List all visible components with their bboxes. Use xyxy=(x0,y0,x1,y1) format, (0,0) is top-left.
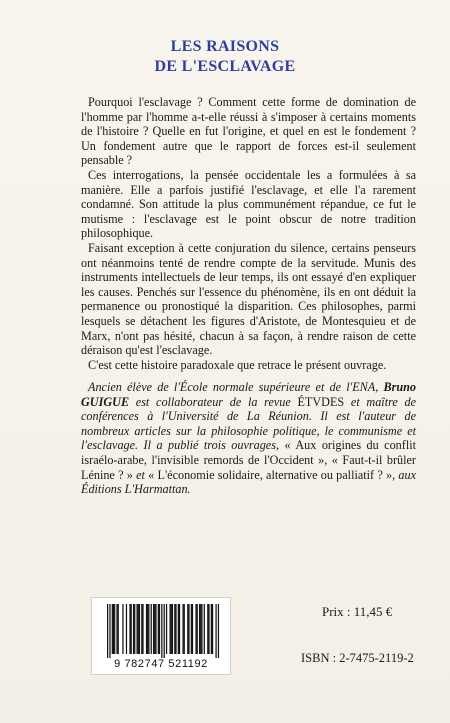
barcode-bar xyxy=(133,604,134,654)
barcode-bar xyxy=(139,604,140,654)
barcode-bar xyxy=(161,604,162,658)
barcode-bar xyxy=(136,604,137,654)
barcode xyxy=(91,597,231,675)
blurb-paragraph-3: Faisant exception à cette conjuration du silence, certains penseurs ont néanmoins tenté de rendre compte de la servitude. Munis des instruments intellectuels de leur temps, ils ont essayé d'en expliquer les causes. Penchés sur l'essence du phénomène, ils en ont déduit la permanence ou pronostiqué la disparition. Ces philosophes, parmi lesquels se détachent les figures d'Aristote, de Montesquieu et de Marx, n'ont pas hésité, chacun à sa façon, à rendre raison de cette déraison qu'est l'esclavage. xyxy=(81,240,416,358)
barcode-bar xyxy=(169,604,170,654)
barcode-bar xyxy=(218,604,219,658)
blurb-paragraph-2-part-a: Ces interrogations, la pensée occidentale les a formulées à sa manière. Elle a parfois justifié l'esclavage, et elle l'a rarement condamné. Son attitude la plus communément répandue, ce fut le mutisme : xyxy=(81,167,416,226)
barcode-bar xyxy=(141,604,142,654)
bio-line-d: et xyxy=(132,467,149,482)
barcode-bar xyxy=(197,604,198,654)
title-line-1: LES RAISONS xyxy=(170,38,280,55)
barcode-bars xyxy=(101,604,221,658)
barcode-bar xyxy=(114,604,115,654)
barcode-bar xyxy=(187,604,188,654)
barcode-bar xyxy=(151,604,152,654)
barcode-bar xyxy=(211,604,212,654)
blurb-paragraph-2-part-b: l'esclavage est le point obscur de notre tradition philosophique. xyxy=(81,211,416,241)
barcode-bar xyxy=(112,604,113,654)
barcode-bar xyxy=(159,604,160,654)
barcode-bar xyxy=(207,604,208,654)
barcode-bar xyxy=(212,604,213,654)
barcode-bar xyxy=(166,604,167,654)
blurb-paragraph-2 xyxy=(81,168,416,241)
barcode-bar xyxy=(182,604,183,654)
bio-line-a: Ancien élève de l'École normale supérieure et de l'ENA, xyxy=(88,380,379,394)
barcode-bar xyxy=(195,604,196,654)
barcode-bar xyxy=(179,604,180,654)
barcode-bar xyxy=(131,604,132,654)
barcode-bar xyxy=(129,604,130,654)
barcode-bar xyxy=(192,604,193,654)
barcode-bar xyxy=(122,604,123,654)
barcode-bar xyxy=(208,604,209,654)
barcode-bar xyxy=(204,604,205,654)
barcode-bar xyxy=(146,604,147,654)
barcode-bar xyxy=(118,604,119,654)
barcode-bar xyxy=(171,604,172,654)
price-label: Prix : 11,45 € xyxy=(322,604,393,619)
barcode-bar xyxy=(155,604,156,654)
book-titles-1: « Aux origines du conflit israélo-arabe, l'invisible remords de l'Occident », « Faut-t-il brûler Lénine ? » xyxy=(81,438,416,482)
barcode-bar xyxy=(172,604,173,654)
isbn-label: ISBN : 2-7475-2119-2 xyxy=(301,651,414,665)
barcode-bar xyxy=(199,604,200,654)
blurb-paragraph-4: C'est cette histoire paradoxale que retrace le présent ouvrage. xyxy=(88,357,387,372)
author-bio xyxy=(81,380,416,497)
barcode-bar xyxy=(184,604,185,654)
author-bio-paragraph xyxy=(81,380,416,497)
barcode-bar xyxy=(153,604,154,654)
title-line-2: DE L'ESCLAVAGE xyxy=(154,58,296,75)
barcode-bar xyxy=(175,604,176,654)
barcode-bar xyxy=(113,604,114,654)
bio-line-c: et maître de conférences à l'Université de La Réunion. Il est l'auteur de nombreux articles sur la philosophie politique, le communisme et l'esclavage. Il a publié trois ouvrages, xyxy=(81,394,416,453)
blurb xyxy=(81,95,416,372)
barcode-bar xyxy=(215,604,216,658)
barcode-bar xyxy=(164,604,165,658)
barcode-bar xyxy=(126,604,127,654)
barcode-bar xyxy=(154,604,155,654)
barcode-bar xyxy=(142,604,143,654)
journal-name: ÉTVDES xyxy=(297,394,345,409)
book-title-2: « L'économie solidaire, alternative ou palliatif ? » xyxy=(148,467,393,482)
barcode-bar xyxy=(107,604,108,658)
barcode-bar xyxy=(134,604,135,654)
bio-line-e: , aux Éditions L'Harmattan. xyxy=(81,467,416,497)
barcode-digits: 9 782747 521192 xyxy=(114,658,208,670)
barcode-bar xyxy=(138,604,139,654)
barcode-bar xyxy=(174,604,175,654)
barcode-bar xyxy=(158,604,159,654)
barcode-bar xyxy=(201,604,202,654)
barcode-bar xyxy=(116,604,117,654)
barcode-bar xyxy=(191,604,192,654)
author-name: Bruno GUIGUE xyxy=(81,380,417,409)
barcode-bar xyxy=(147,604,148,654)
barcode-bar xyxy=(148,604,149,654)
barcode-bar xyxy=(109,604,110,658)
barcode-bar xyxy=(188,604,189,654)
barcode-bar xyxy=(178,604,179,654)
blurb-paragraph-1: Pourquoi l'esclavage ? Comment cette forme de domination de l'homme par l'homme a-t-elle réussi à s'imposer à certains moments de l'histoire ? Quelle en fut l'origine, et quel en est le fondement ? Un fondement autre que le rapport de forces est-il seulement pensable ? xyxy=(81,95,416,168)
barcode-bar xyxy=(200,604,201,654)
bio-line-b: est collaborateur de la revue xyxy=(129,394,298,409)
